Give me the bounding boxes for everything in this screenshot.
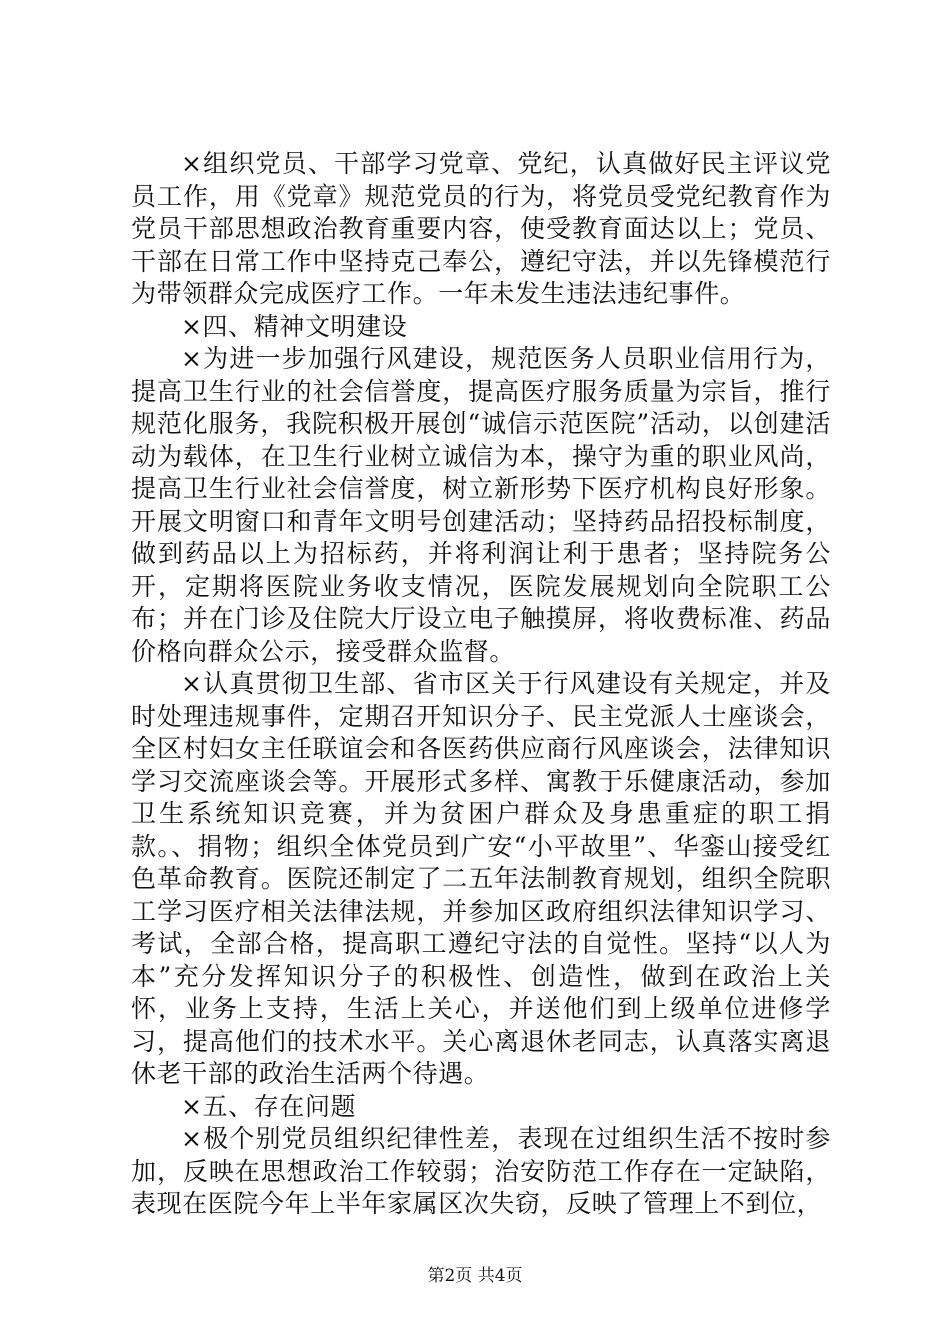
paragraph-party-discipline: ×组织党员、干部学习党章、党纪，认真做好民主评议党员工作，用《党章》规范党员的行为，将党员受党纪教育作为党员干部思想政治教育重要内容，使受教育面达以上；党员、干部在日常工作中坚持克己奉公，遵纪守法，并以先锋模范行为带领群众完成医疗工作。一年未发生违法违纪事件。 — [131, 149, 831, 308]
page-footer: 第2页 共4页 — [427, 1266, 523, 1286]
heading-existing-problems: ×五、存在问题 — [181, 1091, 357, 1121]
paragraph-integrity-hospital: ×为进一步加强行风建设，规范医务人员职业信用行为，提高卫生行业的社会信誉度，提高医疗服务质量为宗旨，推行规范化服务，我院积极开展创“诚信示范医院”活动，以创建活动为载体，在卫生行业树立诚信为本，操守为重的职业风尚，提高卫生行业社会信誉度，树立新形势下医疗机构良好形象。开展文明窗口和青年文明号创建活动；坚持药品招投标制度，做到药品以上为招标药，并将利润让利于患者；坚持院务公开，定期将医院业务收支情况，医院发展规划向全院职工公布；并在门诊及住院大厅设立电子触摸屏，将收费标准、药品价格向群众公示，接受群众监督。 — [131, 344, 831, 666]
heading-spiritual-civilization: ×四、精神文明建设 — [181, 311, 408, 341]
paragraph-conduct-regulations: ×认真贯彻卫生部、省市区关于行风建设有关规定，并及时处理违规事件，定期召开知识分子、民主党派人士座谈会，全区村妇女主任联谊会和各医药供应商行风座谈会，法律知识学习交流座谈会等。开展形式多样、寓教于乐健康活动，参加卫生系统知识竞赛，并为贫困户群众及身患重症的职工捐款。、捐物；组织全体党员到广安“小平故里”、华銮山接受红色革命教育。医院还制定了二五年法制教育规划，组织全院职工学习医疗相关法律法规，并参加区政府组织法律知识学习、考试，全部合格，提高职工遵纪守法的自觉性。坚持“以人为本”充分发挥知识分子的积极性、创造性，做到在政治上关怀，业务上支持，生活上关心，并送他们到上级单位进修学习，提高他们的技术水平。关心离退休老同志，认真落实离退休老干部的政治生活两个待遇。 — [131, 669, 831, 1088]
document-body — [131, 148, 831, 1221]
paragraph-problems: ×极个别党员组织纪律性差，表现在过组织生活不按时参加，反映在思想政治工作较弱；治安防范工作存在一定缺陷，表现在医院今年上半年家属区次失窃，反映了管理上不到位， — [131, 1124, 831, 1218]
